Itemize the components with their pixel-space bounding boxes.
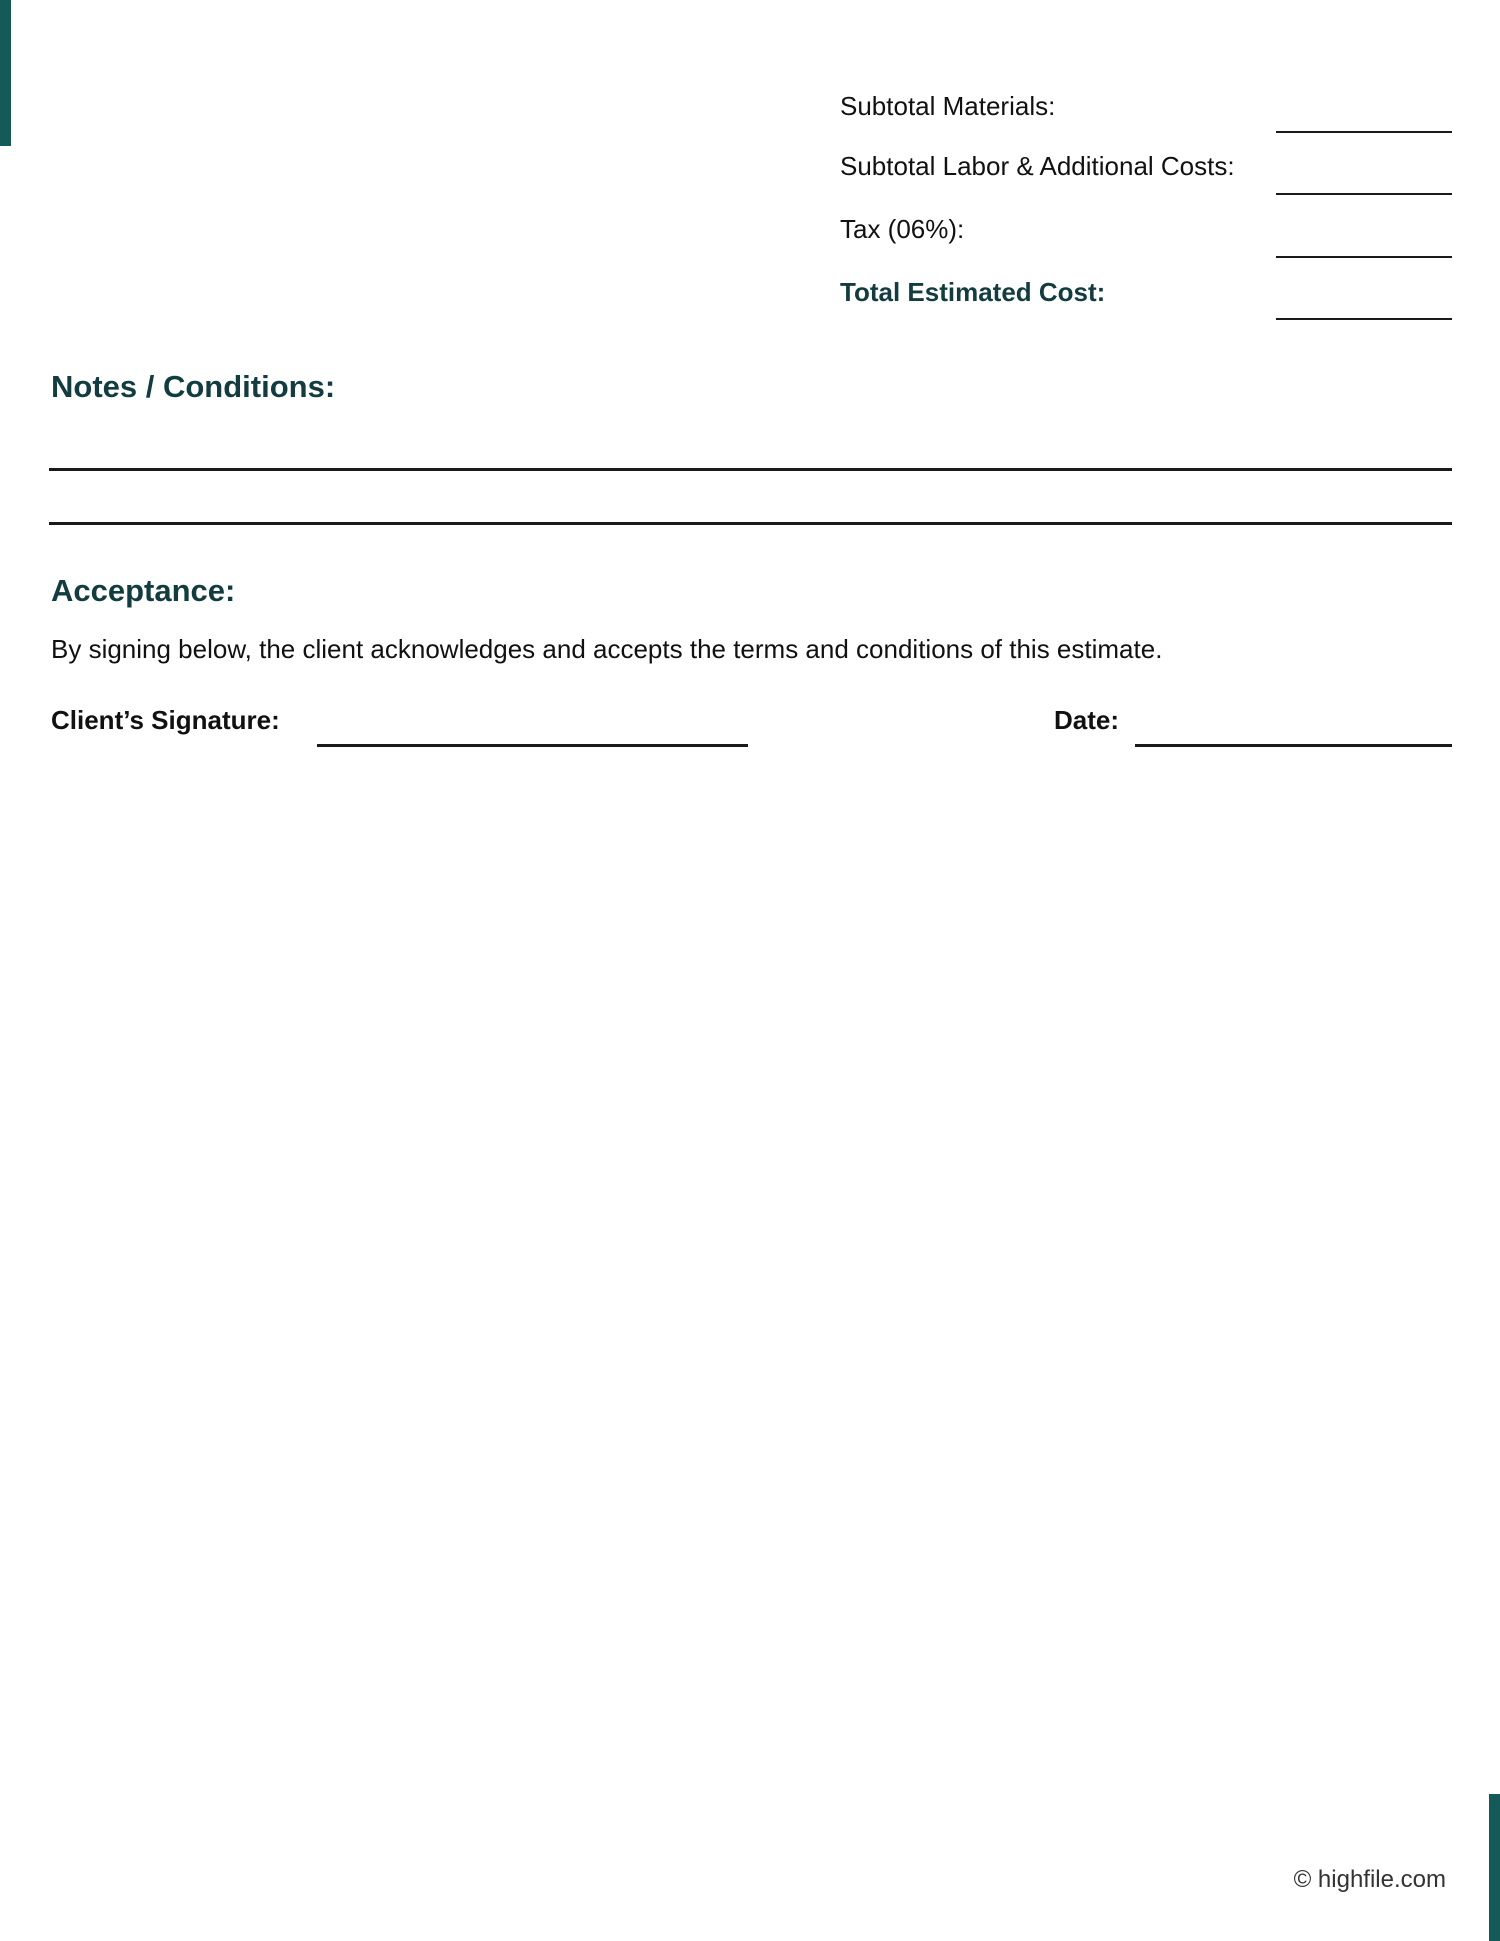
acceptance-statement: By signing below, the client acknowledges and accepts the terms and conditions of this estimate. <box>51 634 1163 664</box>
client-signature-label: Client’s Signature: <box>51 705 280 735</box>
subtotal-labor-field[interactable] <box>1276 193 1452 195</box>
tax-label: Tax (06%): <box>840 214 965 244</box>
subtotal-materials-label: Subtotal Materials: <box>840 91 1056 121</box>
tax-field[interactable] <box>1276 256 1452 258</box>
subtotal-labor-label: Subtotal Labor & Additional Costs: <box>840 151 1235 181</box>
date-field[interactable] <box>1135 744 1452 747</box>
bottom-right-accent-bar <box>1489 1794 1500 1941</box>
client-signature-field[interactable] <box>317 744 748 747</box>
top-left-accent-bar <box>0 0 11 146</box>
total-estimated-cost-label: Total Estimated Cost: <box>840 277 1106 307</box>
notes-line-1[interactable] <box>49 468 1452 471</box>
acceptance-heading: Acceptance: <box>51 573 236 608</box>
footer-copyright: © highfile.com <box>1293 1866 1446 1893</box>
subtotal-materials-field[interactable] <box>1276 131 1452 133</box>
notes-line-2[interactable] <box>49 522 1452 525</box>
date-label: Date: <box>1054 705 1120 735</box>
total-estimated-cost-field[interactable] <box>1276 318 1452 320</box>
notes-heading: Notes / Conditions: <box>51 369 336 404</box>
